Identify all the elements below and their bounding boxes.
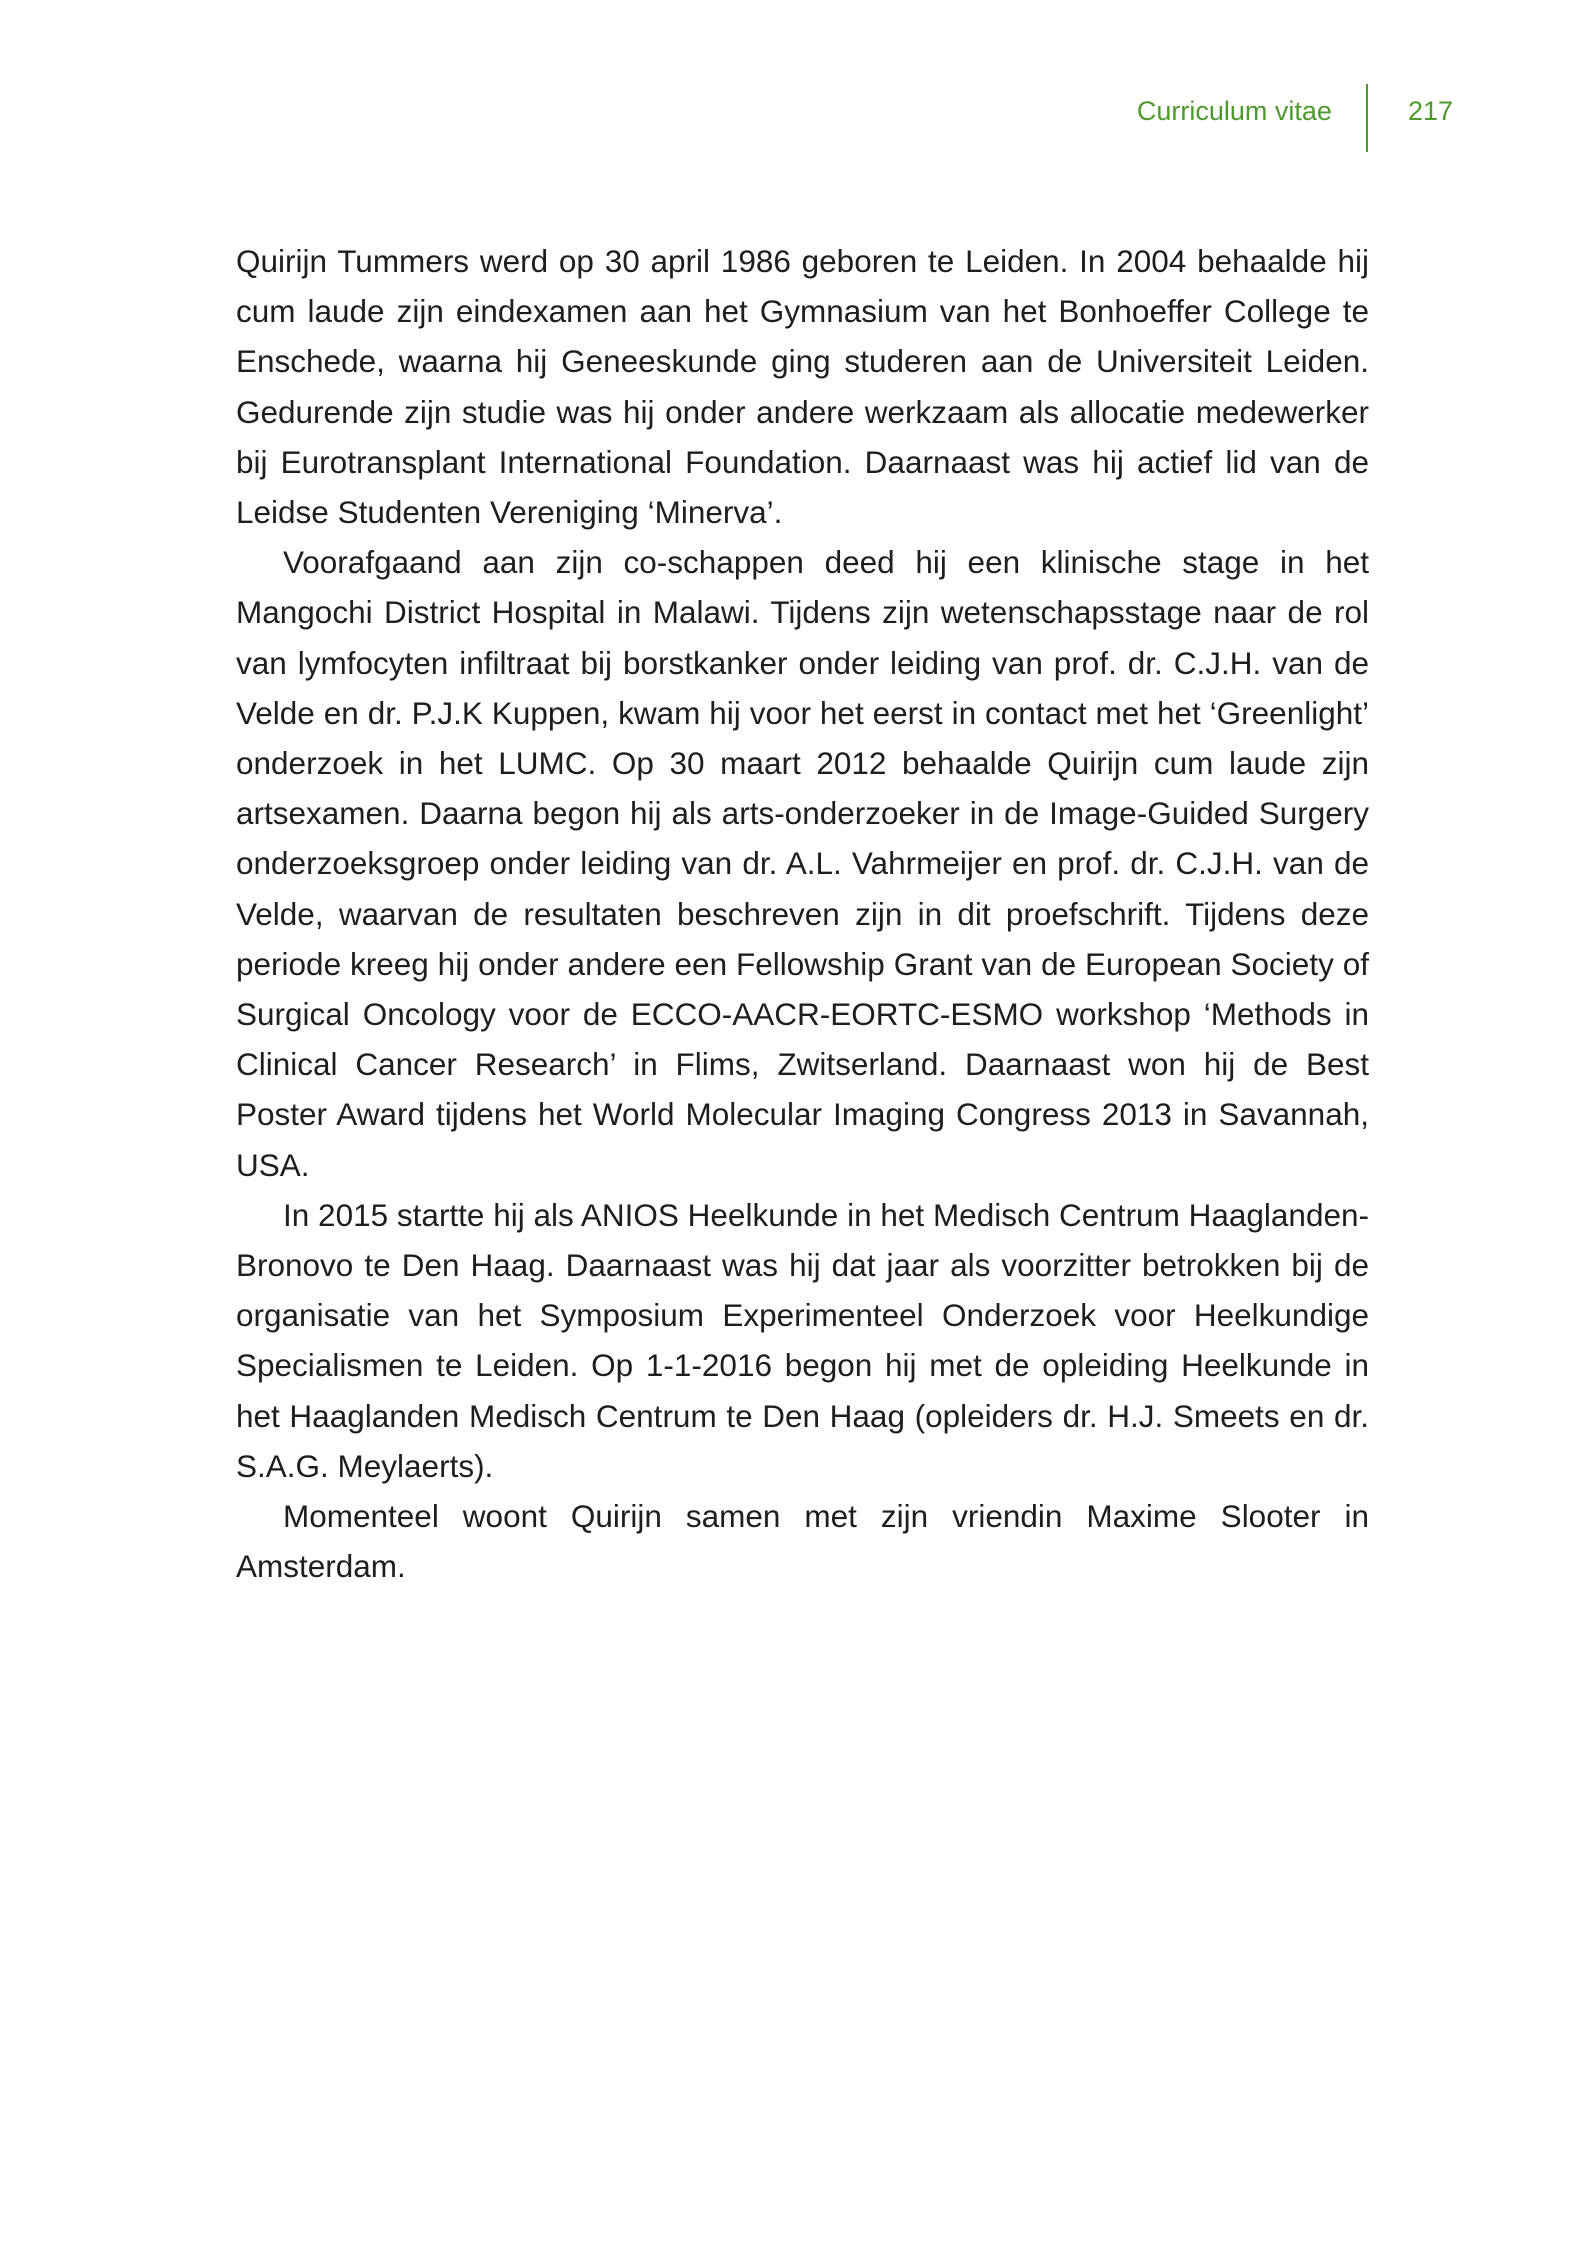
running-header [1137,92,1453,160]
paragraph-2: Voorafgaand aan zijn co-schappen deed hij een klinische stage in het Mangochi District Hospital in Malawi. Tijdens zijn wetenschapsstage naar de rol van lymfocyten infiltraat bij borstkanker onder leiding van prof. dr. C.J.H. van de Velde en dr. P.J.K Kuppen, kwam hij voor het eerst in contact met het ‘Greenlight’ onderzoek in het LUMC. Op 30 maart 2012 behaalde Quirijn cum laude zijn artsexamen. Daarna begon hij als arts-onderzoeker in de Image-Guided Surgery onderzoeksgroep onder leiding van dr. A.L. Vahrmeijer en prof. dr. C.J.H. van de Velde, waarvan de resultaten beschreven zijn in dit proefschrift. Tijdens deze periode kreeg hij onder andere een Fellowship Grant van de European Society of Surgical Oncology voor de ECCO-AACR-EORTC-ESMO workshop ‘Methods in Clinical Cancer Research’ in Flims, Zwitserland. Daarnaast won hij de Best Poster Award tijdens het World Molecular Imaging Congress 2013 in Savannah, USA. [236,544,1369,1183]
header-divider [1366,84,1368,152]
paragraph-1: Quirijn Tummers werd op 30 april 1986 geboren te Leiden. In 2004 behaalde hij cum laude zijn eindexamen aan het Gymnasium van het Bonhoeffer College te Enschede, waarna hij Geneeskunde ging studeren aan de Universiteit Leiden. Gedurende zijn studie was hij onder andere werkzaam als allocatie medewerker bij Eurotransplant International Foundation. Daarnaast was hij actief lid van de Leidse Studenten Vereniging ‘Minerva’. [236,243,1369,531]
header-title: Curriculum vitae [1136,96,1332,126]
body-text [236,236,1369,1591]
paragraph-3: In 2015 startte hij als ANIOS Heelkunde in het Medisch Centrum Haaglanden-Bronovo te Den Haag. Daarnaast was hij dat jaar als voorzitter betrokken bij de organisatie van het Symposium Experimenteel Onderzoek voor Heelkundige Specialismen te Leiden. Op 1-1-2016 begon hij met de opleiding Heelkunde in het Haaglanden Medisch Centrum te Den Haag (opleiders dr. H.J. Smeets en dr. S.A.G. Meylaerts). [236,1196,1369,1484]
paragraph-4: Momenteel woont Quirijn samen met zijn vriendin Maxime Slooter in Amsterdam. [236,1498,1369,1585]
page-number: 217 [1407,96,1453,126]
